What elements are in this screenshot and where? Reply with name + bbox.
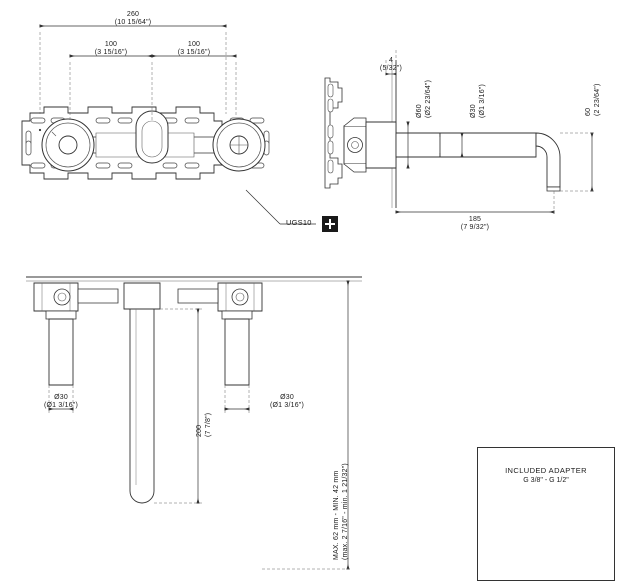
- dim-wall-depth-sub: (max. 2 7/16" - min. 1 21/32"): [342, 463, 349, 560]
- callout-rough-in-code: UGS10: [286, 218, 312, 227]
- dim-wall-depth-label: MAX. 62 mm - MIN. 42 mm: [333, 470, 340, 560]
- dim-right-riser-dia-mm: Ø30: [280, 394, 294, 401]
- dim-overall-width-mm: 260: [126, 11, 140, 18]
- included-adapter-title: INCLUDED ADAPTER: [505, 466, 587, 475]
- dim-right-span-in: (3 15/16"): [177, 49, 211, 56]
- dim-plate-thickness-mm: 4: [388, 57, 394, 64]
- dim-body-dia-in: (Ø2 23/64"): [425, 79, 432, 118]
- plus-badge-icon: [322, 216, 338, 232]
- dim-right-riser-dia-in: (Ø1 3/16"): [269, 402, 305, 409]
- dim-spout-dia-mm: Ø30: [470, 104, 477, 118]
- dim-spout-drop-mm: 200: [196, 424, 203, 437]
- dim-body-dia-mm: Ø60: [416, 104, 423, 118]
- dim-spout-projection-in: (7 9/32"): [460, 224, 490, 231]
- dim-left-span-in: (3 15/16"): [94, 49, 128, 56]
- dim-plate-thickness-in: (5/32"): [379, 65, 403, 72]
- dim-overall-width-in: (10 15/64"): [114, 19, 152, 26]
- dim-spout-dia-in: (Ø1 3/16"): [479, 83, 486, 118]
- dim-spout-projection-mm: 185: [468, 216, 482, 223]
- dim-spout-drop-in: (7 7/8"): [205, 412, 212, 437]
- dim-spout-height-in: (2 23/64"): [594, 83, 601, 116]
- included-adapter-box: [477, 447, 615, 581]
- dim-left-riser-dia-mm: Ø30: [54, 394, 68, 401]
- dim-left-span-mm: 100: [104, 41, 118, 48]
- dim-right-span-mm: 100: [187, 41, 201, 48]
- dim-spout-height-mm: 60: [585, 107, 592, 116]
- dim-left-riser-dia-in: (Ø1 3/16"): [43, 402, 79, 409]
- included-adapter-subtitle: G 3/8" - G 1/2": [523, 477, 569, 484]
